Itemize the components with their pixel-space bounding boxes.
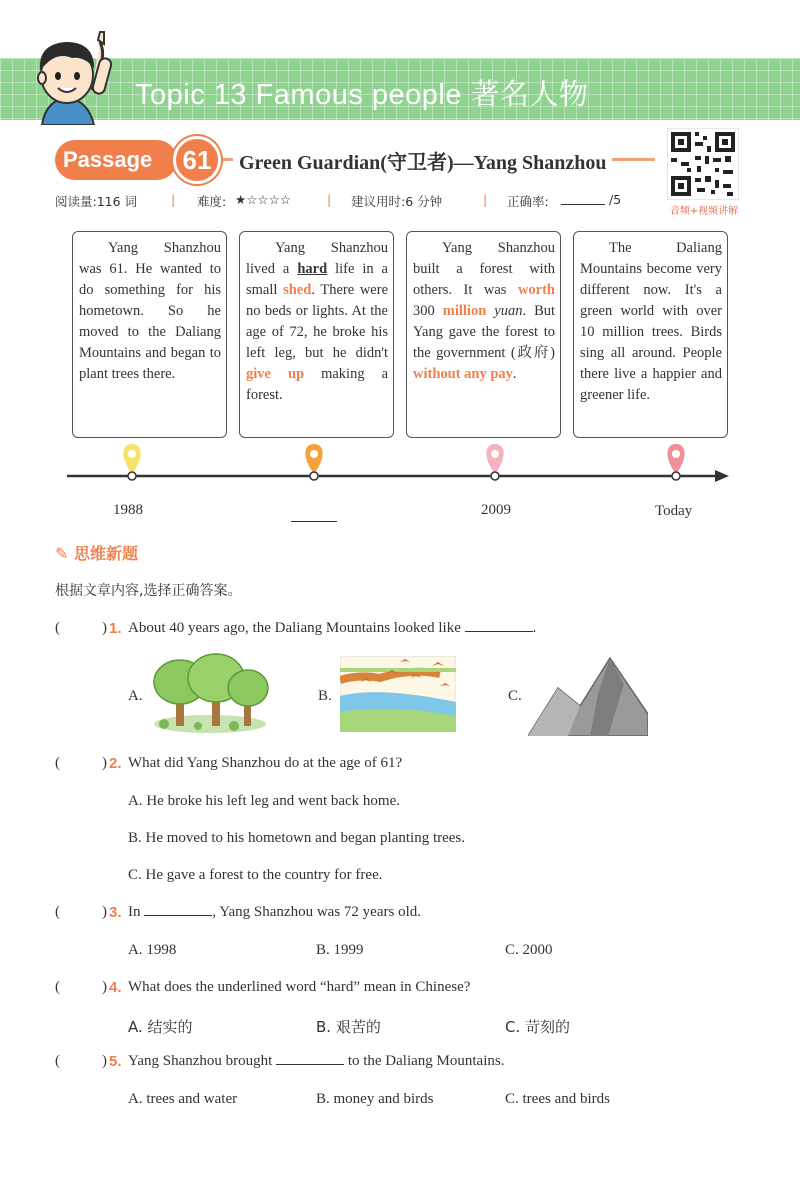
q2-option-c[interactable]: C. He gave a forest to the country for free.: [128, 867, 383, 883]
question-number: 4.: [109, 979, 122, 996]
suggested-time: 建议用时:6 分钟: [351, 194, 443, 209]
separator: |: [483, 192, 488, 207]
story-card-3: [406, 231, 561, 438]
qr-label: 音频+视频讲解: [669, 206, 739, 217]
topic-title: Topic 13 Famous people 著名人物: [135, 79, 589, 111]
q4-option-a[interactable]: A. 结实的: [128, 1018, 193, 1036]
trees-picture-icon: [150, 652, 272, 734]
answer-paren-left: (: [55, 904, 60, 920]
underlined-word: hard: [297, 261, 328, 277]
section-title: 思维新题: [73, 544, 138, 563]
timeline-pin-icon: [305, 444, 322, 474]
card-text: making a forest.: [246, 366, 389, 403]
timeline-axis: [65, 440, 735, 500]
difficulty-label: 难度:: [197, 194, 227, 209]
bare-mountains-picture-icon: [528, 654, 648, 736]
timeline-year-4: Today: [655, 503, 693, 519]
section-heading: [55, 541, 138, 564]
timeline-pin-icon: [123, 444, 140, 474]
answer-paren-right: ): [102, 904, 107, 920]
timeline-year-3: 2009: [481, 502, 511, 518]
card-text: Yang Shanzhou built a forest with others. It was: [413, 240, 555, 298]
q4-option-b[interactable]: B. 艰苦的: [316, 1018, 381, 1036]
timeline-arrow-icon: [715, 470, 729, 482]
highlighted-word: without any pay: [413, 366, 513, 382]
accuracy-label: 正确率:: [507, 194, 549, 209]
timeline-year-blank[interactable]: [291, 521, 337, 522]
question-text: In , Yang Shanzhou was 72 years old.: [128, 904, 421, 920]
qr-code-icon[interactable]: [667, 128, 739, 200]
highlighted-word: give up: [246, 366, 305, 382]
q1-option-a[interactable]: A.: [128, 688, 143, 704]
pin-center: [310, 450, 318, 458]
question-text: Yang Shanzhou brought to the Daliang Mountains.: [128, 1053, 505, 1069]
card-text: The Daliang Mountains become very different now. It's a green world with over 10 million trees. Birds sing all around. People there live a happier and greener life.: [580, 240, 722, 403]
answer-paren-right: ): [102, 979, 107, 995]
q1-option-b[interactable]: B.: [318, 688, 332, 704]
passage-title: Green Guardian(守卫者)—Yang Shanzhou: [233, 146, 612, 175]
answer-paren-right: ): [102, 755, 107, 771]
q5-option-c[interactable]: C. trees and birds: [505, 1091, 610, 1107]
highlighted-word: million: [442, 303, 487, 319]
timeline-pin-icon: [486, 444, 503, 474]
q5-option-b[interactable]: B. money and birds: [316, 1091, 434, 1107]
pin-center: [491, 450, 499, 458]
separator: |: [171, 192, 176, 207]
story-card-1: [72, 231, 227, 438]
pin-center: [128, 450, 136, 458]
q1-option-c[interactable]: C.: [508, 688, 522, 704]
answer-blank[interactable]: [465, 620, 533, 632]
highlighted-word: shed: [283, 282, 312, 298]
word-count: 阅读量:116 词: [55, 194, 138, 209]
timeline: [65, 440, 735, 530]
answer-paren-right: ): [102, 620, 107, 636]
timeline-pin-icon: [667, 444, 684, 474]
question-number: 5.: [109, 1053, 122, 1070]
answer-blank[interactable]: [276, 1053, 344, 1065]
q2-option-a[interactable]: A. He broke his left leg and went back home.: [128, 793, 400, 809]
accuracy-blank[interactable]: [561, 204, 605, 205]
accuracy-total: /5: [609, 192, 622, 207]
q3-option-a[interactable]: A. 1998: [128, 942, 177, 958]
q4-option-c[interactable]: C. 苛刻的: [505, 1018, 571, 1036]
card-text: .: [512, 366, 517, 382]
answer-paren-left: (: [55, 979, 60, 995]
story-card-4: [573, 231, 728, 438]
passage-number: 61: [173, 136, 221, 184]
card-text: Yang Shanzhou lived a: [246, 240, 388, 277]
italic-word: yuan: [494, 303, 523, 319]
card-text: Yang Shanzhou was 61. He wanted to do something for his hometown. So he moved to the Daliang Mountains and began to plant trees there.: [79, 240, 221, 382]
question-number: 2.: [109, 755, 122, 772]
card-text: 300: [413, 303, 443, 319]
card-text: life in a small: [246, 261, 388, 298]
reading-info-line: [55, 192, 655, 210]
question-text: What did Yang Shanzhou do at the age of 61?: [128, 755, 403, 771]
passage-pill: [55, 140, 177, 180]
separator: |: [327, 192, 332, 207]
story-card-2: [239, 231, 394, 438]
question-number: 1.: [109, 620, 122, 637]
question-number: 3.: [109, 904, 122, 921]
answer-paren-left: (: [55, 755, 60, 771]
passage-title-bar: [55, 138, 655, 182]
q3-option-c[interactable]: C. 2000: [505, 942, 553, 958]
question-text: About 40 years ago, the Daliang Mountains looked like .: [128, 620, 537, 636]
timeline-dot: [310, 472, 318, 480]
answer-paren-left: (: [55, 620, 60, 636]
card-text: . There were no beds or lights. At the age of 72, he broke his left leg, but he didn't: [246, 282, 388, 361]
passage-label: Passage: [63, 147, 153, 172]
timeline-year-1: 1988: [113, 502, 143, 518]
question-text: What does the underlined word “hard” mean in Chinese?: [128, 979, 471, 995]
card-text: . But Yang gave the forest to the government (政府): [413, 303, 556, 361]
difficulty-stars: ★☆☆☆☆: [235, 192, 292, 207]
timeline-dot: [491, 472, 499, 480]
river-birds-picture-icon: [340, 656, 456, 732]
answer-paren-left: (: [55, 1053, 60, 1069]
answer-paren-right: ): [102, 1053, 107, 1069]
q5-option-a[interactable]: A. trees and water: [128, 1091, 238, 1107]
timeline-dot: [128, 472, 136, 480]
highlighted-word: worth: [517, 282, 555, 298]
q2-option-b[interactable]: B. He moved to his hometown and began planting trees.: [128, 830, 466, 846]
timeline-dot: [672, 472, 680, 480]
pin-center: [672, 450, 680, 458]
page-header: [0, 0, 800, 118]
pencil-icon: ✎: [55, 544, 69, 563]
boy-mascot-icon: [22, 30, 132, 125]
instruction: 根据文章内容,选择正确答案。: [55, 583, 242, 599]
answer-blank[interactable]: [144, 904, 212, 916]
q3-option-b[interactable]: B. 1999: [316, 942, 364, 958]
